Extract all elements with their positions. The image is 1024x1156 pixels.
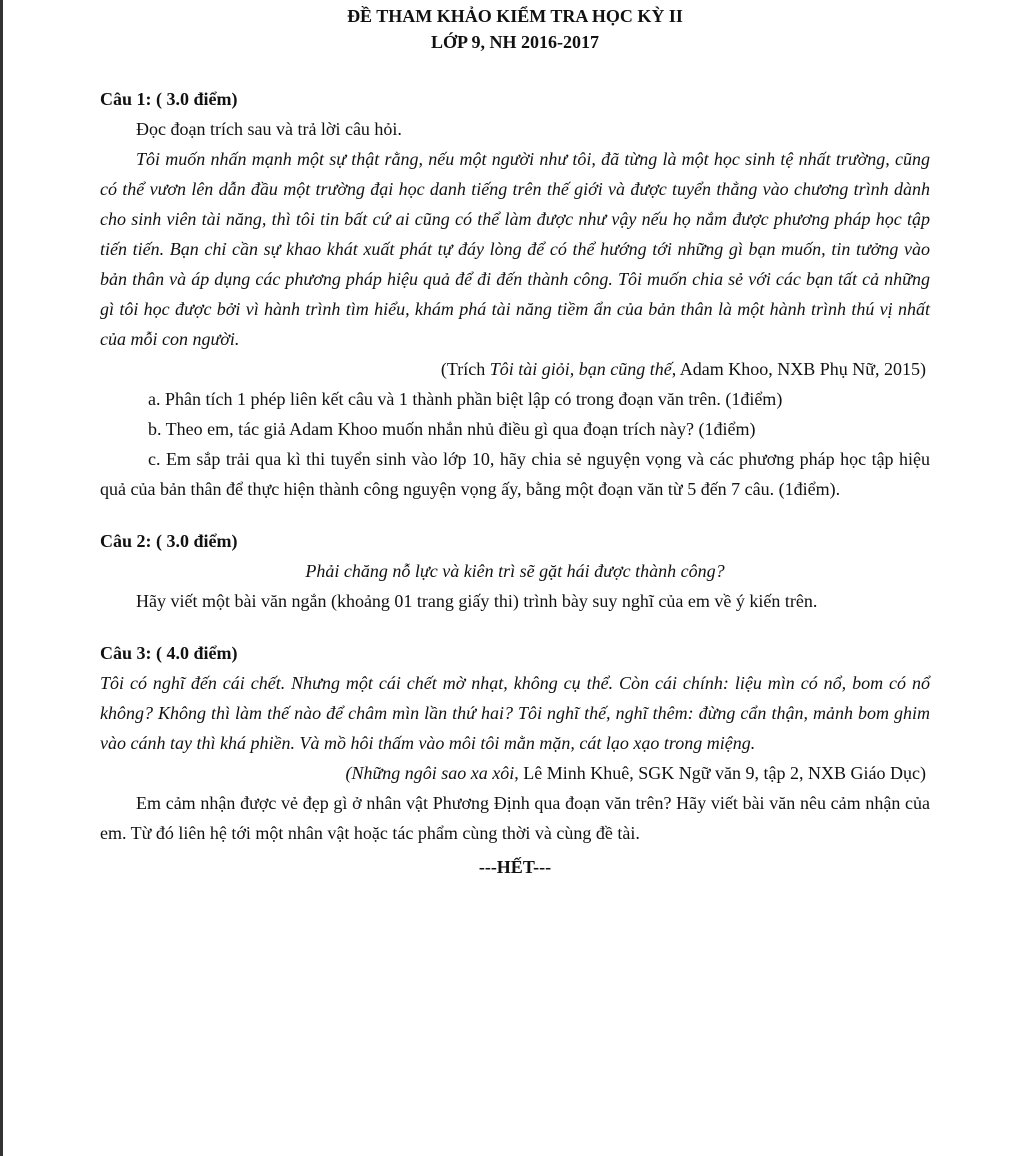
question-1-passage: Tôi muốn nhấn mạnh một sự thật rằng, nếu một người như tôi, đã từng là một học sinh tệ nhất trường, cũng có thể vươn lên dẫn đầu một trường đại học danh tiếng trên thế giới và được tuyển thẳng vào chương trình dành cho sinh viên tài năng, thì tôi tin bất cứ ai cũng có thể làm được như vậy nếu họ nắm được phương pháp học tập tiến tiến. Bạn chỉ cần sự khao khát xuất phát tự đáy lòng để có thể hướng tới những gì bạn muốn, tin tưởng vào bản thân và áp dụng các phương pháp hiệu quả để đi đến thành công. Tôi muốn chia sẻ với các bạn tất cả những gì tôi học được bởi vì hành trình tìm hiểu, khám phá tài năng tiềm ẩn của bản thân là một hành trình thú vị nhất của mỗi con người. [100, 149, 930, 349]
question-1-source [100, 354, 930, 384]
question-2-task: Hãy viết một bài văn ngắn (khoảng 01 trang giấy thi) trình bày suy nghĩ của em về ý kiến trên. [136, 591, 818, 611]
question-1 [100, 84, 930, 504]
question-1-intro: Đọc đoạn trích sau và trả lời câu hỏi. [136, 119, 402, 139]
question-3-passage: Tôi có nghĩ đến cái chết. Nhưng một cái chết mờ nhạt, không cụ thể. Còn cái chính: liệu mìn có nổ, bom có nổ không? Không thì làm thế nào để châm mìn lần thứ hai? Tôi nghĩ thế, nghĩ thêm: đừng cẩn thận, mảnh bom ghim vào cánh tay thì khá phiền. Và mồ hôi thấm vào môi tôi mằn mặn, cát lạo xạo trong miệng. [100, 673, 930, 753]
question-2 [100, 526, 930, 616]
question-1-part-c: c. Em sắp trải qua kì thi tuyển sinh vào lớp 10, hãy chia sẻ nguyện vọng và các phương pháp học tập hiệu quả của bản thân để thực hiện thành công nguyện vọng ấy, bằng một đoạn văn từ 5 đến 7 câu. (1điểm). [100, 449, 930, 499]
exam-content [100, 84, 930, 900]
question-1-part-b: b. Theo em, tác giả Adam Khoo muốn nhắn nhủ điều gì qua đoạn trích này? (1điểm) [148, 419, 756, 439]
end-marker: ---HẾT--- [478, 857, 552, 877]
source-prefix: (Trích [440, 359, 490, 379]
source-suffix: , Lê Minh Khuê, SGK Ngữ văn 9, tập 2, NXB Giáo Dục) [514, 763, 926, 783]
source-title: (Những ngôi sao xa xôi [345, 763, 515, 783]
question-2-prompt: Phải chăng nỗ lực và kiên trì sẽ gặt hái được thành công? [305, 561, 725, 581]
question-3-title: Câu 3: ( 4.0 điểm) [100, 643, 238, 663]
question-2-title: Câu 2: ( 3.0 điểm) [100, 531, 238, 551]
question-1-title: Câu 1: ( 3.0 điểm) [100, 89, 238, 109]
question-1-part-a: a. Phân tích 1 phép liên kết câu và 1 thành phần biệt lập có trong đoạn văn trên. (1điểm) [148, 389, 783, 409]
question-3-task: Em cảm nhận được vẻ đẹp gì ở nhân vật Phương Định qua đoạn văn trên? Hãy viết bài văn nêu cảm nhận của em. Từ đó liên hệ tới một nhân vật hoặc tác phẩm cùng thời và cùng đề tài. [100, 793, 930, 843]
question-3 [100, 638, 930, 848]
source-suffix: , Adam Khoo, NXB Phụ Nữ, 2015) [671, 359, 926, 379]
exam-title: ĐỀ THAM KHẢO KIỂM TRA HỌC KỲ II [347, 6, 683, 26]
exam-subtitle: LỚP 9, NH 2016-2017 [430, 32, 599, 52]
source-title: Tôi tài giỏi, bạn cũng thế [489, 359, 672, 379]
question-3-source [100, 758, 930, 788]
